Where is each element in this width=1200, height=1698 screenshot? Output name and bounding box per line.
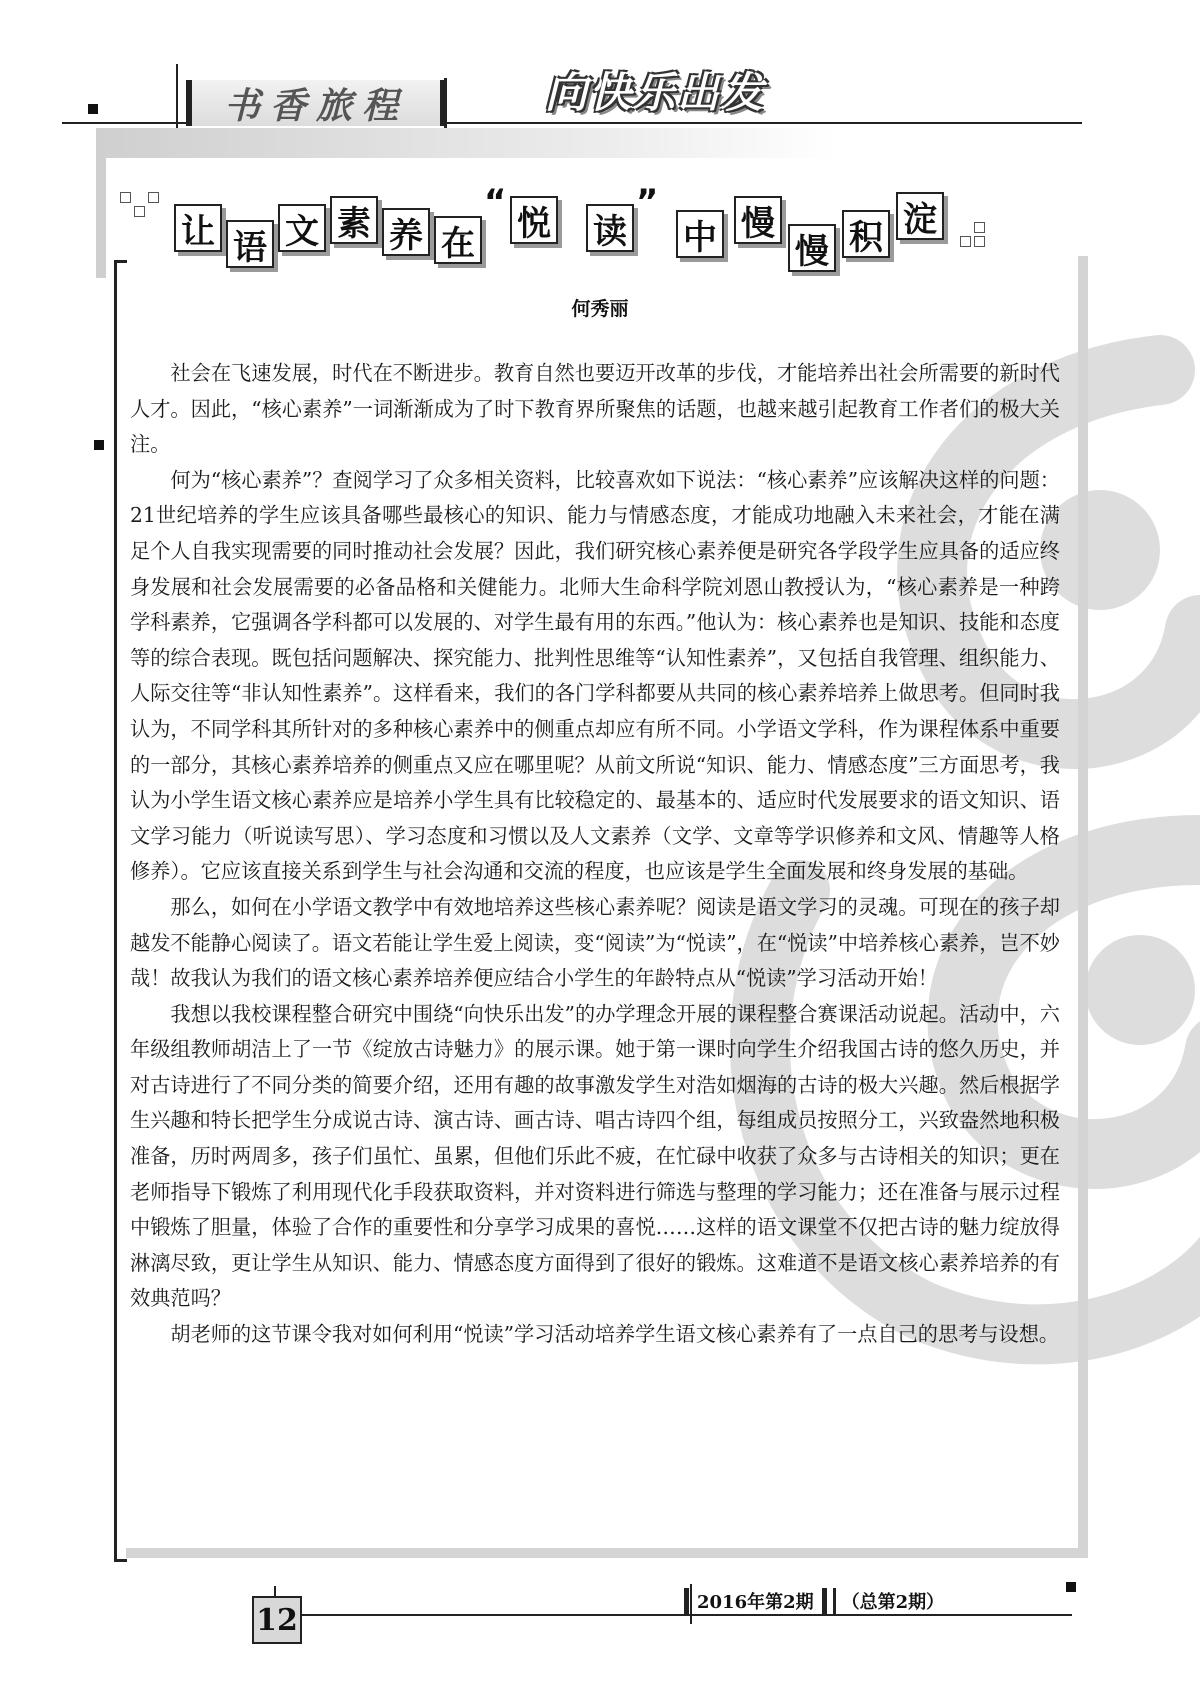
- decorative-square: [120, 192, 131, 203]
- frame-top-band: [96, 128, 836, 158]
- author-name: 何秀丽: [571, 298, 629, 320]
- article-title: [174, 182, 1044, 286]
- title-char: 积: [842, 210, 890, 258]
- title-char: 文: [278, 204, 326, 252]
- decorative-square: [134, 206, 145, 217]
- article-body: [130, 356, 1060, 1353]
- title-char: 素: [330, 196, 378, 244]
- left-bracket-rule: [114, 260, 127, 1562]
- title-char: 慢: [788, 224, 836, 272]
- paragraph: 社会在飞速发展，时代在不断进步。教育自然也要迈开改革的步伐，才能培养出社会所需要的新时代人才。因此，“核心素养”一词渐渐成为了时下教育界所聚焦的话题，也越来越引起教育工作者们的极大关注。: [130, 361, 1060, 457]
- issue-info: [684, 1586, 984, 1616]
- title-char: 悦: [510, 196, 558, 244]
- frame-right-band: [1078, 256, 1088, 1556]
- frame-bottom-band: [126, 1548, 1088, 1558]
- title-char: 中: [676, 210, 724, 258]
- title-char: 读: [586, 204, 634, 252]
- page-number: 12: [252, 1596, 302, 1644]
- issue-number: 2016年第2期: [684, 1588, 827, 1614]
- paragraph: 何为“核心素养”？查阅学习了众多相关资料，比较喜欢如下说法：“核心素养”应该解决这样的问题：21世纪培养的学生应该具备哪些最核心的知识、能力与情感态度，才能成功地融入未来社会，才能在满足个人自我实现需要的同时推动社会发展？因此，我们研究核心素养便是研究各学段学生应具备的适应终身发展和社会发展需要的必备品格和关健能力。北师大生命科学院刘恩山教授认为，“核心素养是一种跨学科素养，它强调各学科都可以发展的、对学生最有用的东西。”他认为：核心素养也是知识、技能和态度等的综合表现。既包括问题解决、探究能力、批判性思维等“认知性素养”，又包括自我管理、组织能力、人际交往等“非认知性素养”。这样看来，我们的各门学科都要从共同的核心素养培养上做思考。但同时我认为，不同学科其所针对的多种核心素养中的侧重点却应有所不同。小学语文学科，作为课程体系中重要的一部分，其核心素养培养的侧重点又应在哪里呢？从前文所说“知识、能力、情感态度”三方面思考，我认为小学生语文核心素养应是培养小学生具有比较稳定的、最基本的、适应时代发展要求的语文知识、语文学习能力（听说读写思）、学习态度和习惯以及人文素养（文学、文章等学识修养和文风、情趣等人格修养）。它应该直接关系到学生与社会沟通和交流的程度，也应该是学生全面发展和终身发展的基础。: [130, 467, 1060, 884]
- brand-logo: 向快乐出发: [544, 68, 765, 117]
- header-vertical-rule: [176, 64, 178, 134]
- paragraph: 胡老师的这节课令我对如何利用“悦读”学习活动培养学生语文核心素养有了一点自己的思考与设想。: [170, 1322, 1060, 1347]
- title-char: 养: [382, 208, 430, 256]
- section-label: 书香旅程: [186, 80, 446, 126]
- title-char: 让: [174, 204, 222, 252]
- frame-left-band: [96, 128, 106, 278]
- footer-square-marker: [1066, 1582, 1076, 1592]
- title-open-quote: “: [484, 182, 507, 222]
- paragraph: 那么，如何在小学语文教学中有效地培养这些核心素养呢？阅读是语文学习的灵魂。可现在的孩子却越发不能静心阅读了。语文若能让学生爱上阅读，变“阅读”为“悦读”，在“悦读”中培养核心素养，岂不妙哉！故我认为我们的语文核心素养培养便应结合小学生的年龄特点从“悦读”学习活动开始！: [130, 894, 1060, 991]
- title-char: 慢: [734, 196, 782, 244]
- title-char: 语: [226, 220, 274, 268]
- paragraph: 我想以我校课程整合研究中围绕“向快乐出发”的办学理念开展的课程整合赛课活动说起。活动中，六年级组教师胡洁上了一节《绽放古诗魅力》的展示课。她于第一课时向学生介绍我国古诗的悠久历史，并对古诗进行了不同分类的简要介绍，还用有趣的故事激发学生对浩如烟海的古诗的极大兴趣。然后根据学生兴趣和特长把学生分成说古诗、演古诗、画古诗、唱古诗四个组，每组成员按照分工，兴致盎然地积极准备，历时两周多，孩子们虽忙、虽累，但他们乐此不疲，在忙碌中收获了众多与古诗相关的知识；更在老师指导下锻炼了利用现代化手段获取资料，并对资料进行筛选与整理的学习能力；还在准备与展示过程中锻炼了胆量，体验了合作的重要性和分享学习成果的喜悦……这样的语文课堂不仅把古诗的魅力绽放得淋漓尽致，更让学生从知识、能力、情感态度方面得到了很好的锻炼。这难道不是语文核心素养培养的有效典范吗？: [130, 1001, 1060, 1311]
- title-char: 淀: [896, 192, 944, 240]
- header-square-marker: [88, 104, 98, 114]
- decorative-square: [148, 192, 159, 203]
- total-issue-number: （总第2期）: [833, 1588, 951, 1614]
- side-square-marker: [94, 440, 104, 450]
- title-char: 在: [434, 216, 482, 264]
- title-close-quote: ”: [636, 182, 659, 222]
